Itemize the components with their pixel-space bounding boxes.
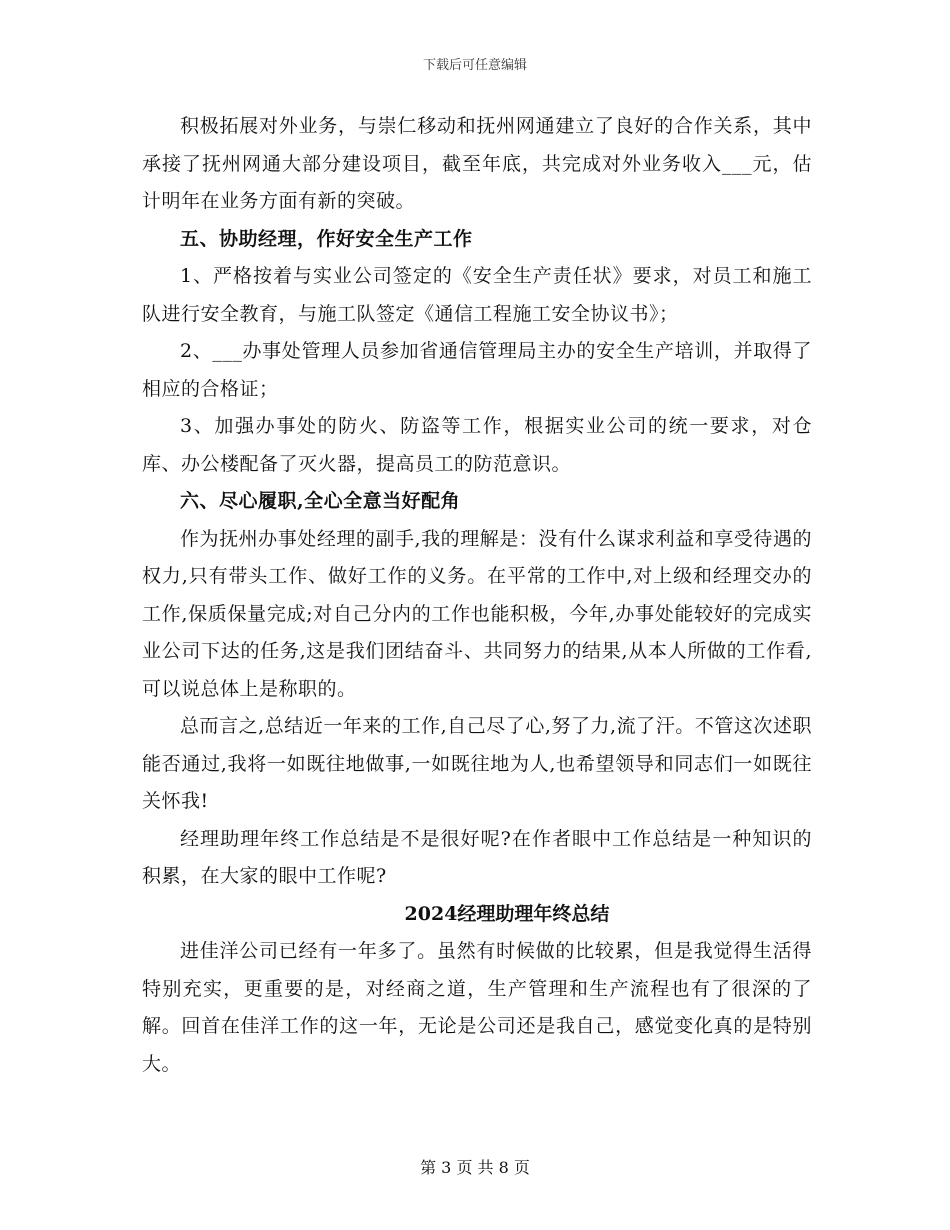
paragraph-safety-1: 1、严格按着与实业公司签定的《安全生产责任状》要求，对员工和施工队进行安全教育，与施工队签定《通信工程施工安全协议书》； (142, 265, 812, 325)
document-title-2024: 2024经理助理年终总结 (404, 902, 610, 925)
paragraph-external-business: 积极拓展对外业务，与崇仁移动和抚州网通建立了良好的合作关系，其中承接了抚州网通大部分建设项目，截至年底，共完成对外业务收入___元，估计明年在业务方面有新的突破。 (142, 115, 812, 212)
paragraph-intro-2024: 进佳洋公司已经有一年多了。虽然有时候做的比较累，但是我觉得生活得特别充实，更重要的是，对经商之道，生产管理和生产流程也有了很深的了解。回首在佳洋工作的这一年，无论是公司还是我自己，感觉变化真的是特别大。 (142, 940, 812, 1075)
paragraph-safety-3: 3、加强办事处的防火、防盗等工作，根据实业公司的统一要求，对仓库、办公楼配备了灭火器，提高员工的防范意识。 (142, 415, 812, 475)
paragraph-summary: 总而言之,总结近一年来的工作,自己尽了心,努了力,流了汗。不管这次述职能否通过,我将一如既往地做事,一如既往地为人,也希望领导和同志们一如既往关怀我! (142, 715, 812, 812)
page-footer: 第 3 页 共 8 页 (420, 1158, 530, 1177)
section-heading-duty: 六、尽心履职,全心全意当好配角 (180, 490, 461, 512)
paragraph-duty: 作为抚州办事处经理的副手,我的理解是：没有什么谋求利益和享受待遇的权力,只有带头工作、做好工作的义务。在平常的工作中,对上级和经理交办的工作,保质保量完成;对自己分内的工作也能积极，今年,办事处能较好的完成实业公司下达的任务,这是我们团结奋斗、共同努力的结果,从本人所做的工作看,可以说总体上是称职的。 (142, 527, 812, 700)
paragraph-closing-note: 经理助理年终工作总结是不是很好呢?在作者眼中工作总结是一种知识的积累，在大家的眼中工作呢? (142, 827, 812, 887)
section-heading-safety: 五、协助经理，作好安全生产工作 (180, 227, 473, 250)
document-body (142, 108, 812, 1083)
page-header: 下载后可任意编辑 (422, 58, 527, 73)
paragraph-safety-2: 2、___办事处管理人员参加省通信管理局主办的安全生产培训，并取得了相应的合格证； (142, 340, 812, 400)
